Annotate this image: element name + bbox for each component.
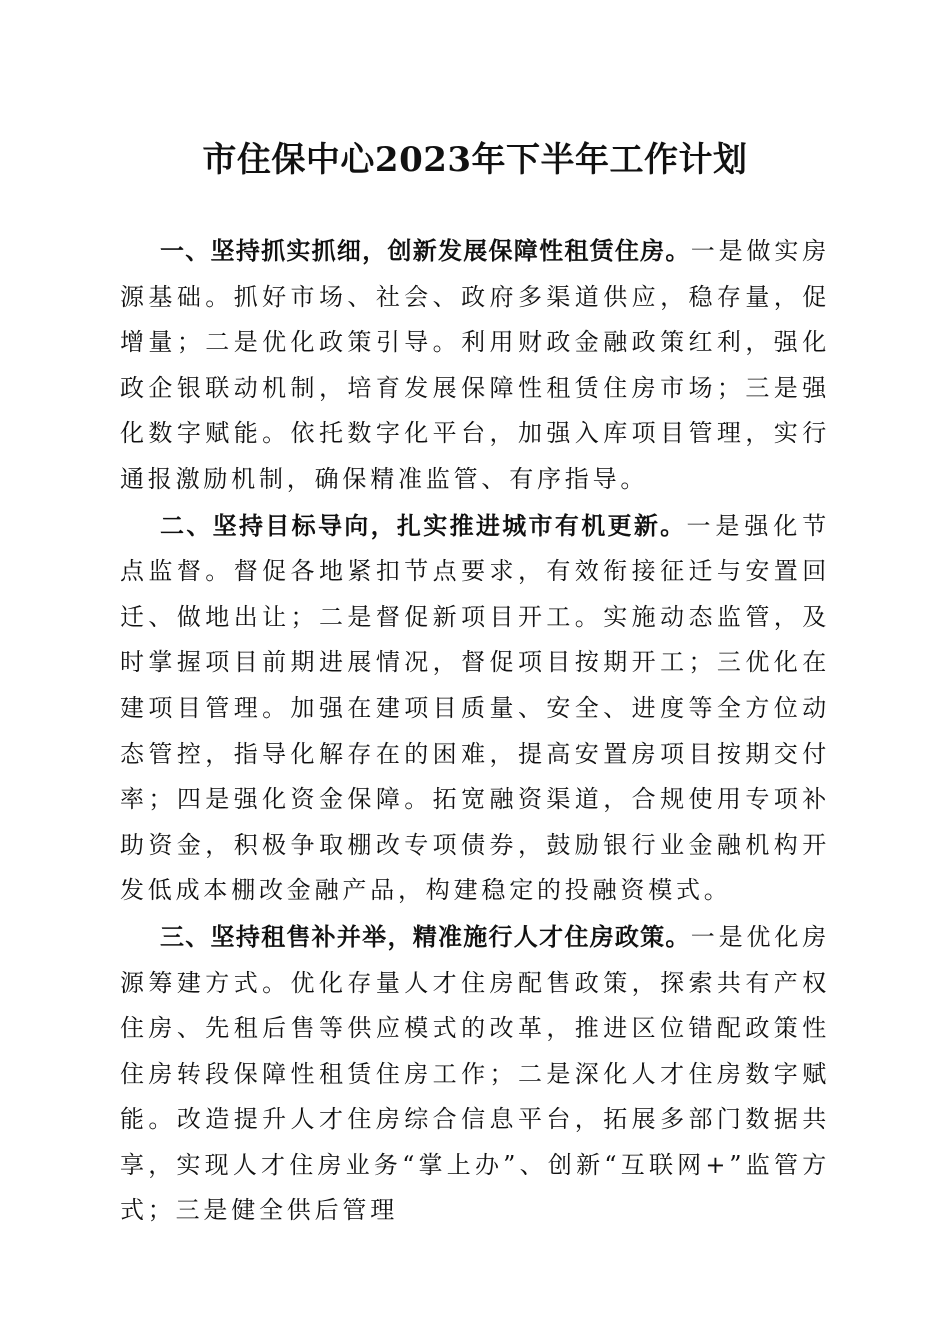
section-heading-1: 一、坚持抓实抓细，创新发展保障性租赁住房。 xyxy=(160,236,691,265)
section-heading-3: 三、坚持租售补并举，精准施行人才住房政策。 xyxy=(160,921,691,951)
section-paragraph-1 xyxy=(120,228,830,503)
section-body-1: 一是做实房源基础。抓好市场、社会、政府多渠道供应，稳存量，促增量；二是优化政策引导。利用财政金融政策红利，强化政企银联动机制，培育发展保障性租赁住房市场；三是强化数字赋能。依托数字化平台，加强入库项目管理，实行通报激励机制，确保精准监管、有序指导。 xyxy=(120,237,831,493)
section-body-3: 一是优化房源筹建方式。优化存量人才住房配售政策，探索共有产权住房、先租后售等供应模式的改革，推进区位错配政策性住房转段保障性租赁住房工作；二是深化人才住房数字赋能。改造提升人才住房综合信息平台，拓展多部门数据共享，实现人才住房业务“掌上办”、创新“互联网+”监管方式；三是健全供后管理 xyxy=(120,922,831,1225)
document-title: 市住保中心2023年下半年工作计划 xyxy=(202,140,748,180)
section-heading-2: 二、坚持目标导向，扎实推进城市有机更新。 xyxy=(160,510,687,540)
section-paragraph-2 xyxy=(120,503,830,914)
section-body-2: 一是强化节点监督。督促各地紧扣节点要求，有效衔接征迁与安置回迁、做地出让；二是督促新项目开工。实施动态监管，及时掌握项目前期进展情况，督促项目按期开工；三优化在建项目管理。加强在建项目质量、安全、进度等全方位动态管控，指导化解存在的困难，提高安置房项目按期交付率；四是强化资金保障。拓宽融资渠道，合规使用专项补助资金，积极争取棚改专项债券，鼓励银行业金融机构开发低成本棚改金融产品，构建稳定的投融资模式。 xyxy=(120,511,830,905)
document-body xyxy=(120,228,830,1234)
section-paragraph-3 xyxy=(120,914,830,1234)
